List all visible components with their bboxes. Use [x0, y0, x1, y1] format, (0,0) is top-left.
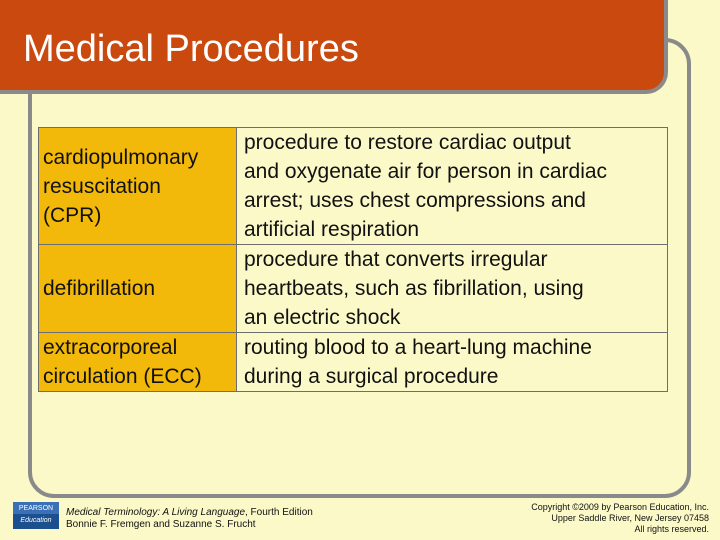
definition-line: an electric shock [244, 306, 401, 329]
term-line: cardiopulmonary [43, 145, 199, 169]
pearson-logo [13, 502, 59, 529]
definition-cell [237, 333, 668, 392]
table-row [39, 245, 668, 333]
book-credit [66, 507, 313, 531]
table-row [39, 333, 668, 392]
term-cell [39, 245, 237, 333]
logo-text-bottom: Education [20, 517, 52, 524]
copyright-line: Copyright ©2009 by Pearson Education, Inc. [531, 502, 709, 512]
book-authors: Bonnie F. Fremgen and Suzanne S. Frucht [66, 519, 256, 530]
slide-title: Medical Procedures [23, 28, 359, 70]
term-line: resuscitation [43, 174, 161, 198]
definition-line: artificial respiration [244, 218, 420, 241]
book-title-line [66, 507, 313, 519]
definition-line: procedure to restore cardiac output [244, 131, 571, 154]
definition-cell [237, 245, 668, 333]
copyright-line: Upper Saddle River, New Jersey 07458 [551, 513, 709, 523]
book-edition: , Fourth Edition [245, 507, 313, 518]
definition-line: heartbeats, such as fibrillation, using [244, 277, 584, 300]
logo-text-top: PEARSON [18, 505, 54, 512]
copyright-line: All rights reserved. [634, 524, 709, 534]
definition-line: and oxygenate air for person in cardiac [244, 160, 608, 183]
table-row [39, 128, 668, 245]
term-line: circulation (ECC) [43, 365, 202, 388]
definition-line: during a surgical procedure [244, 365, 499, 388]
book-title: Medical Terminology: A Living Language [66, 507, 245, 518]
title-bar [0, 0, 668, 94]
definition-line: routing blood to a heart-lung machine [244, 336, 592, 359]
term-cell [39, 333, 237, 392]
terms-table [38, 127, 668, 392]
definition-line: procedure that converts irregular [244, 248, 548, 271]
term-line: defibrillation [43, 277, 156, 300]
term-line: (CPR) [43, 203, 102, 227]
term-line: extracorporeal [43, 336, 178, 359]
definition-cell [237, 128, 668, 245]
definition-line: arrest; uses chest compressions and [244, 189, 586, 212]
term-cell [39, 128, 237, 245]
copyright-notice [531, 502, 709, 535]
